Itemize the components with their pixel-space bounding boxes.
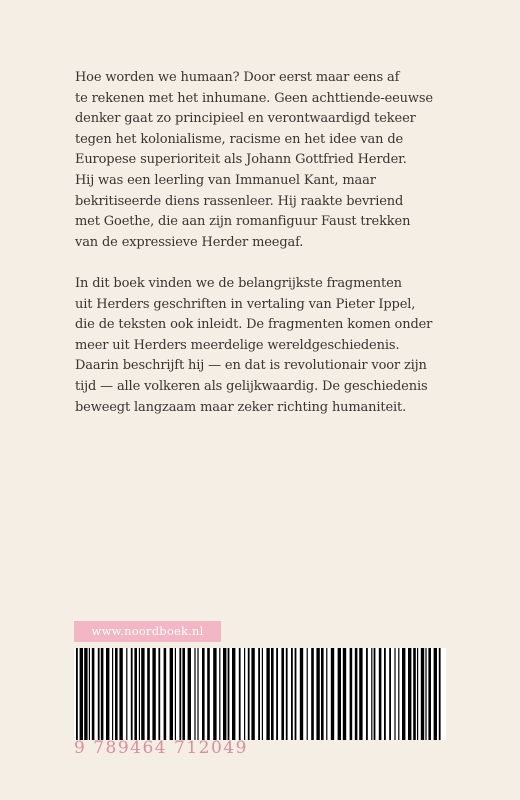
barcode-bar — [321, 648, 324, 740]
blurb-line: denker gaat zo principieel en verontwaardigd tekeer — [75, 111, 416, 127]
barcode-bar — [207, 648, 210, 740]
blurb-line: Europese superioriteit als Johann Gottfried Herder. — [75, 152, 407, 168]
barcode-bar — [188, 648, 191, 740]
barcode-bar — [175, 648, 176, 740]
barcode-bar — [106, 648, 109, 740]
barcode-bar — [89, 648, 90, 740]
barcode-bar — [101, 648, 104, 740]
blurb-paragraph-1 — [75, 68, 455, 253]
barcode-bar — [384, 648, 386, 740]
barcode-bar — [164, 648, 167, 740]
barcode-bar — [239, 648, 241, 740]
barcode-bar — [359, 648, 362, 740]
barcode-bar — [251, 648, 254, 740]
barcode-bar — [179, 648, 181, 740]
barcode-bar — [281, 648, 284, 740]
barcode-bar — [223, 648, 226, 740]
blurb-line: uit Herders geschriften in vertaling van Pieter Ippel, — [75, 296, 416, 312]
blurb-line: meer uit Herders meerdelige wereldgeschiedenis. — [75, 337, 400, 353]
barcode-bar — [300, 648, 303, 740]
blurb-line: beweegt langzaam maar zeker richting humaniteit. — [75, 399, 407, 415]
barcode-bar — [326, 648, 327, 740]
blurb-line: Daarin beschrijft hij — en dat is revolutionair voor zijn — [75, 358, 427, 374]
barcode-bar — [379, 648, 382, 740]
isbn-number: 9 789464 712049 — [74, 738, 248, 758]
barcode-bar — [141, 648, 144, 740]
barcode-bar — [343, 648, 346, 740]
barcode-bar — [119, 648, 122, 740]
barcode-bar — [374, 648, 376, 740]
barcode-bar — [131, 648, 133, 740]
barcode-bar — [421, 648, 424, 740]
barcode-bar — [311, 648, 314, 740]
blurb-line: Hij was een leerling van Immanuel Kant, maar — [75, 172, 376, 188]
blurb-line: Hoe worden we humaan? Door eerst maar eens af — [75, 70, 400, 85]
blurb-line: te rekenen met het inhumane. Geen achttiende-eeuwse — [75, 90, 433, 106]
barcode-bar — [134, 648, 137, 740]
barcode — [74, 648, 446, 740]
barcode-bar — [398, 648, 399, 740]
barcode-bar — [232, 648, 235, 740]
barcode-bar — [338, 648, 341, 740]
barcode-bar — [425, 648, 426, 740]
barcode-bar — [197, 648, 198, 740]
barcode-bar — [244, 648, 245, 740]
barcode-bar — [202, 648, 205, 740]
barcode-bar — [194, 648, 195, 740]
publisher-url-badge[interactable]: www.noordboek.nl — [74, 621, 221, 642]
barcode-bar — [350, 648, 353, 740]
barcode-bar — [402, 648, 405, 740]
blurb-paragraph-2 — [75, 274, 455, 418]
barcode-bar — [262, 648, 263, 740]
barcode-bar — [147, 648, 150, 740]
blurb-line: In dit boek vinden we de belangrijkste fragmenten — [75, 275, 402, 291]
blurb-line: bekritiseerde diens rassenleer. Hij raakte bevriend — [75, 193, 404, 209]
barcode-bar — [417, 648, 418, 740]
barcode-bar — [112, 648, 113, 740]
barcode-bar — [182, 648, 185, 740]
barcode-bar — [355, 648, 358, 740]
barcode-bar — [286, 648, 288, 740]
barcode-bar — [366, 648, 368, 740]
blurb-line: van de expressieve Herder meegaf. — [75, 234, 304, 250]
barcode-bar — [98, 648, 100, 740]
barcode-bar — [248, 648, 250, 740]
barcode-bar — [276, 648, 278, 740]
barcode-bar — [213, 648, 216, 740]
barcode-bar — [115, 648, 118, 740]
barcode-bar — [307, 648, 308, 740]
barcode-bar — [76, 648, 78, 740]
barcode-bar — [266, 648, 269, 740]
barcode-bar — [295, 648, 297, 740]
barcode-bar — [152, 648, 155, 740]
barcode-bar — [258, 648, 260, 740]
blurb-line: die de teksten ook inleidt. De fragmenten komen onder — [75, 317, 433, 333]
barcode-bar — [228, 648, 230, 740]
barcode-bar — [92, 648, 95, 740]
barcode-bar — [316, 648, 319, 740]
barcode-bar — [371, 648, 372, 740]
blurb-line: tijd — alle volkeren als gelijkwaardig. De geschiedenis — [75, 378, 428, 394]
barcode-bar — [434, 648, 437, 740]
barcode-bar — [219, 648, 220, 740]
barcode-bar — [413, 648, 416, 740]
barcode-bar — [428, 648, 431, 740]
barcode-bar — [439, 648, 441, 740]
barcode-bar — [80, 648, 83, 740]
barcode-bar — [84, 648, 87, 740]
blurb-line: met Goethe, die aan zijn romanfiguur Faust trekken — [75, 214, 411, 230]
barcode-bar — [158, 648, 160, 740]
blurb-line: tegen het kolonialisme, racisme en het idee van de — [75, 131, 404, 147]
barcode-bar — [170, 648, 173, 740]
blurb-text — [75, 68, 455, 418]
barcode-bar — [394, 648, 395, 740]
barcode-bar — [291, 648, 293, 740]
barcode-bar — [408, 648, 411, 740]
barcode-bar — [271, 648, 274, 740]
barcode-bar — [389, 648, 391, 740]
barcode-bar — [139, 648, 140, 740]
barcode-bar — [331, 648, 334, 740]
barcode-bar — [126, 648, 127, 740]
